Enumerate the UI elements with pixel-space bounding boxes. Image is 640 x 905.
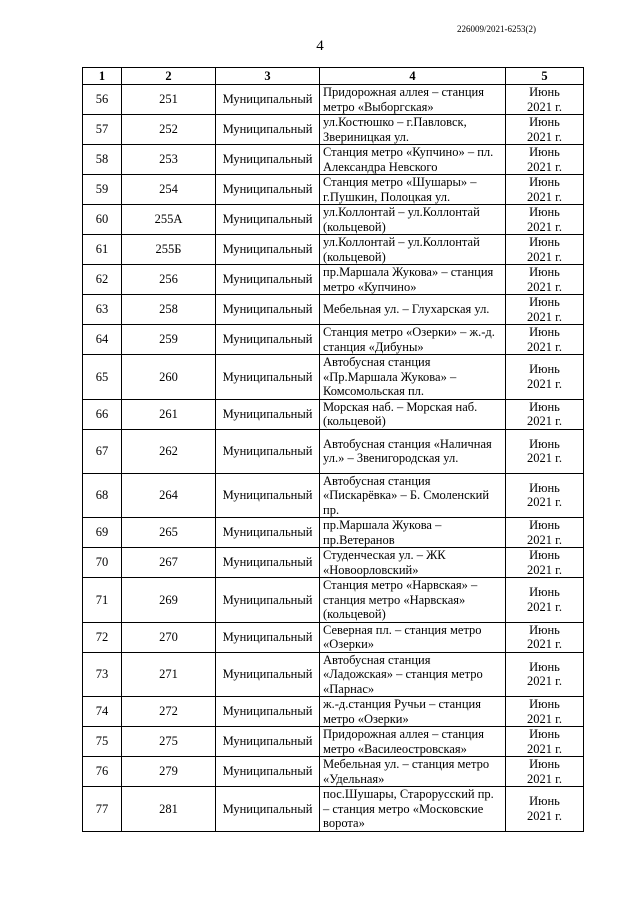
start-date: Июнь 2021 г.: [506, 757, 584, 787]
route-type: Муниципальный: [216, 727, 320, 757]
table-row: [83, 548, 584, 578]
row-number: 66: [83, 399, 122, 429]
route-code: 262: [122, 429, 216, 473]
row-number: 62: [83, 265, 122, 295]
table-row: [83, 145, 584, 175]
route-type: Муниципальный: [216, 355, 320, 400]
route-code: 269: [122, 578, 216, 623]
route-code: 267: [122, 548, 216, 578]
route-type: Муниципальный: [216, 325, 320, 355]
route-type: Муниципальный: [216, 622, 320, 652]
row-number: 74: [83, 697, 122, 727]
route-type: Муниципальный: [216, 399, 320, 429]
row-number: 67: [83, 429, 122, 473]
route-code: 254: [122, 175, 216, 205]
route-type: Муниципальный: [216, 473, 320, 518]
route-code: 272: [122, 697, 216, 727]
route-code: 270: [122, 622, 216, 652]
row-number: 56: [83, 85, 122, 115]
start-date: Июнь 2021 г.: [506, 85, 584, 115]
row-number: 61: [83, 235, 122, 265]
table-row: [83, 578, 584, 623]
table-row: [83, 295, 584, 325]
route-code: 253: [122, 145, 216, 175]
start-date: Июнь 2021 г.: [506, 518, 584, 548]
route-code: 281: [122, 787, 216, 832]
start-date: Июнь 2021 г.: [506, 235, 584, 265]
route-description: пр.Маршала Жукова» – станция метро «Купчино»: [320, 265, 506, 295]
start-date: Июнь 2021 г.: [506, 727, 584, 757]
row-number: 60: [83, 205, 122, 235]
route-code: 259: [122, 325, 216, 355]
route-code: 258: [122, 295, 216, 325]
route-type: Муниципальный: [216, 697, 320, 727]
route-description: Автобусная станция «Пискарёвка» – Б. Смоленский пр.: [320, 473, 506, 518]
start-date: Июнь 2021 г.: [506, 473, 584, 518]
table-row: [83, 399, 584, 429]
start-date: Июнь 2021 г.: [506, 355, 584, 400]
route-description: Студенческая ул. – ЖК «Новоорловский»: [320, 548, 506, 578]
route-code: 256: [122, 265, 216, 295]
table-row: [83, 85, 584, 115]
row-number: 63: [83, 295, 122, 325]
route-code: 264: [122, 473, 216, 518]
start-date: Июнь 2021 г.: [506, 652, 584, 697]
route-code: 252: [122, 115, 216, 145]
table-row: [83, 787, 584, 832]
route-type: Муниципальный: [216, 518, 320, 548]
route-code: 255Б: [122, 235, 216, 265]
row-number: 73: [83, 652, 122, 697]
route-type: Муниципальный: [216, 548, 320, 578]
table-row: [83, 205, 584, 235]
row-number: 68: [83, 473, 122, 518]
row-number: 59: [83, 175, 122, 205]
row-number: 75: [83, 727, 122, 757]
route-code: 251: [122, 85, 216, 115]
document-id: 226009/2021-6253(2): [457, 24, 536, 34]
route-type: Муниципальный: [216, 295, 320, 325]
route-type: Муниципальный: [216, 175, 320, 205]
start-date: Июнь 2021 г.: [506, 205, 584, 235]
row-number: 65: [83, 355, 122, 400]
row-number: 71: [83, 578, 122, 623]
header-row: [83, 68, 584, 85]
route-description: Станция метро «Шушары» – г.Пушкин, Полоцкая ул.: [320, 175, 506, 205]
row-number: 64: [83, 325, 122, 355]
route-type: Муниципальный: [216, 787, 320, 832]
route-type: Муниципальный: [216, 115, 320, 145]
start-date: Июнь 2021 г.: [506, 325, 584, 355]
route-description: Станция метро «Нарвская» – станция метро «Нарвская» (кольцевой): [320, 578, 506, 623]
route-type: Муниципальный: [216, 145, 320, 175]
route-description: Автобусная станция «Наличная ул.» – Звенигородская ул.: [320, 429, 506, 473]
route-description: Мебельная ул. – станция метро «Удельная»: [320, 757, 506, 787]
start-date: Июнь 2021 г.: [506, 295, 584, 325]
table-row: [83, 473, 584, 518]
table-row: [83, 115, 584, 145]
row-number: 70: [83, 548, 122, 578]
route-description: Станция метро «Купчино» – пл. Александра Невского: [320, 145, 506, 175]
table-row: [83, 727, 584, 757]
route-description: ул.Коллонтай – ул.Коллонтай (кольцевой): [320, 235, 506, 265]
row-number: 76: [83, 757, 122, 787]
route-code: 261: [122, 399, 216, 429]
table-row: [83, 355, 584, 400]
table-row: [83, 652, 584, 697]
start-date: Июнь 2021 г.: [506, 622, 584, 652]
column-header: 2: [122, 68, 216, 85]
route-description: Придорожная аллея – станция метро «Выборгская»: [320, 85, 506, 115]
route-code: 255А: [122, 205, 216, 235]
route-type: Муниципальный: [216, 205, 320, 235]
row-number: 57: [83, 115, 122, 145]
row-number: 77: [83, 787, 122, 832]
start-date: Июнь 2021 г.: [506, 145, 584, 175]
route-description: ж.-д.станция Ручьи – станция метро «Озерки»: [320, 697, 506, 727]
table-row: [83, 518, 584, 548]
route-description: Автобусная станция «Пр.Маршала Жукова» – Комсомольская пл.: [320, 355, 506, 400]
routes-table: [82, 67, 584, 832]
route-code: 275: [122, 727, 216, 757]
table-row: [83, 235, 584, 265]
row-number: 72: [83, 622, 122, 652]
route-type: Муниципальный: [216, 578, 320, 623]
route-type: Муниципальный: [216, 757, 320, 787]
start-date: Июнь 2021 г.: [506, 175, 584, 205]
route-type: Муниципальный: [216, 652, 320, 697]
route-description: пос.Шушары, Старорусский пр. – станция метро «Московские ворота»: [320, 787, 506, 832]
route-description: ул.Костюшко – г.Павловск, Звериницкая ул.: [320, 115, 506, 145]
column-header: 4: [320, 68, 506, 85]
start-date: Июнь 2021 г.: [506, 265, 584, 295]
route-type: Муниципальный: [216, 235, 320, 265]
row-number: 58: [83, 145, 122, 175]
row-number: 69: [83, 518, 122, 548]
start-date: Июнь 2021 г.: [506, 578, 584, 623]
route-type: Муниципальный: [216, 429, 320, 473]
route-type: Муниципальный: [216, 265, 320, 295]
table-row: [83, 757, 584, 787]
route-description: Северная пл. – станция метро «Озерки»: [320, 622, 506, 652]
column-header: 5: [506, 68, 584, 85]
route-description: Автобусная станция «Ладожская» – станция метро «Парнас»: [320, 652, 506, 697]
table-row: [83, 175, 584, 205]
route-description: Морская наб. – Морская наб. (кольцевой): [320, 399, 506, 429]
route-description: Мебельная ул. – Глухарская ул.: [320, 295, 506, 325]
table-row: [83, 697, 584, 727]
route-description: Станция метро «Озерки» – ж.-д. станция «Дибуны»: [320, 325, 506, 355]
route-description: пр.Маршала Жукова – пр.Ветеранов: [320, 518, 506, 548]
start-date: Июнь 2021 г.: [506, 399, 584, 429]
column-header: 1: [83, 68, 122, 85]
start-date: Июнь 2021 г.: [506, 548, 584, 578]
table-row: [83, 429, 584, 473]
route-code: 279: [122, 757, 216, 787]
table-row: [83, 265, 584, 295]
route-code: 260: [122, 355, 216, 400]
column-header: 3: [216, 68, 320, 85]
route-code: 265: [122, 518, 216, 548]
route-type: Муниципальный: [216, 85, 320, 115]
table-row: [83, 325, 584, 355]
route-code: 271: [122, 652, 216, 697]
page-number: 4: [316, 38, 324, 54]
route-description: Придорожная аллея – станция метро «Василеостровская»: [320, 727, 506, 757]
start-date: Июнь 2021 г.: [506, 429, 584, 473]
table-row: [83, 622, 584, 652]
start-date: Июнь 2021 г.: [506, 697, 584, 727]
start-date: Июнь 2021 г.: [506, 115, 584, 145]
start-date: Июнь 2021 г.: [506, 787, 584, 832]
route-description: ул.Коллонтай – ул.Коллонтай (кольцевой): [320, 205, 506, 235]
